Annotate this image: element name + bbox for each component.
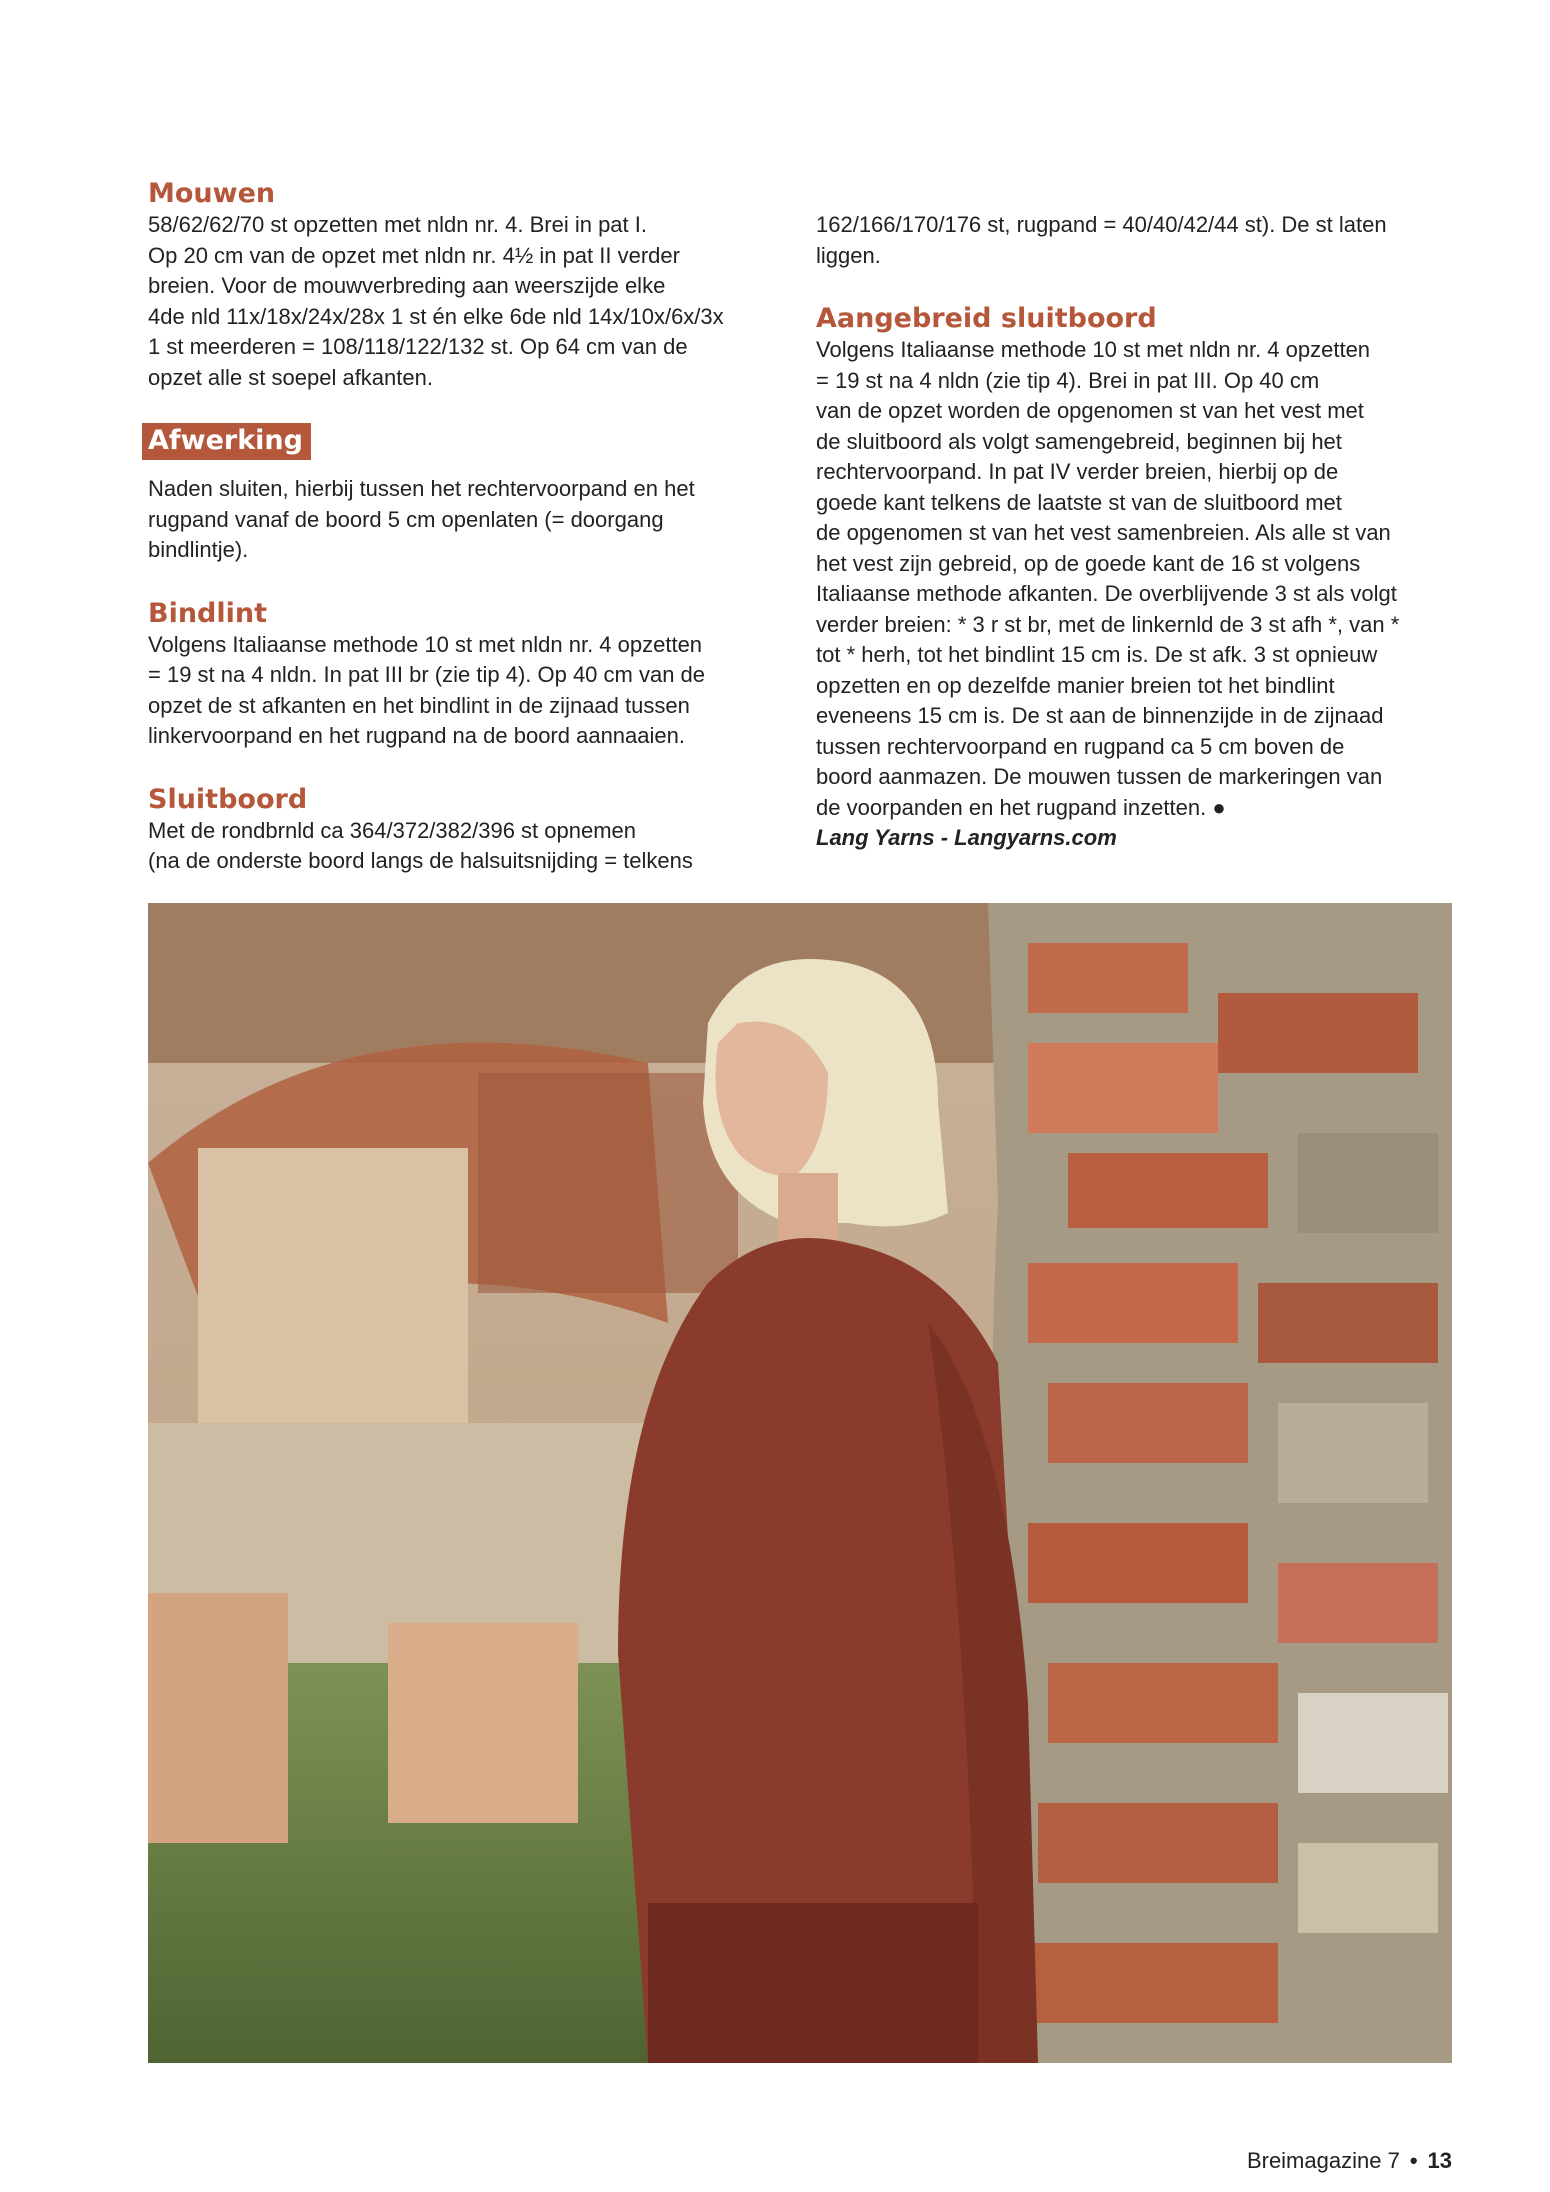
heading-bindlint: Bindlint (148, 597, 268, 629)
heading-afwerking (148, 423, 758, 460)
afwerking-text: Naden sluiten, hierbij tussen het rechtervoorpand en het rugpand vanaf de boord 5 cm openlaten (= doorgang bindlintje). (148, 476, 695, 562)
heading-aangebreid-sluitboord: Aangebreid sluitboord (816, 303, 1157, 334)
end-mark: ● (1212, 794, 1226, 820)
signature: Lang Yarns - Langyarns.com (816, 825, 1117, 850)
page-footer (1247, 2148, 1452, 2174)
left-column (148, 178, 758, 877)
sluitboord-continued-text: 162/166/170/176 st, rugpand = 40/40/42/44 st). De st laten liggen. (816, 212, 1387, 268)
heading-sluitboord: Sluitboord (148, 783, 308, 815)
heading-mouwen: Mouwen (148, 178, 276, 209)
bindlint-text: Volgens Italiaanse methode 10 st met nldn nr. 4 opzetten = 19 st na 4 nldn. In pat III br (zie tip 4). Op 40 cm van de opzet de st afkanten en het bindlint in de zijnaad tussen linkervoorpand en het rugpand na de boord aannaaien. (148, 631, 706, 748)
afwerking-label-box: Afwerking (142, 423, 311, 460)
aangebreid-text (816, 335, 1456, 823)
aangebreid-body: Volgens Italiaanse methode 10 st met nldn nr. 4 opzetten = 19 st na 4 nldn (zie tip 4). Brei in pat III. Op 40 cm van de opzet worden de opgenomen st van het vest met de sluitboord als volgt samengebreid, beginnen bij het rechtervoorpand. In pat IV verder breien, hierbij op de goede kant telkens de laatste st van de sluitboord met de opgenomen st van het vest samenbreien. Als alle st van het vest zijn gebreid, op de goede kant de 16 st volgens Italiaanse methode afkanten. De overblijvende 3 st als volgt verder breien: * 3 r st br, met de linkernld de 3 st afh *, van * tot * herh, tot het bindlint 15 cm is. De st afk. 3 st opnieuw opzetten en op dezelfde manier breien tot het bindlint eveneens 15 cm is. De st aan de binnenzijde in de zijnaad tussen rechtervoorpand en rugpand ca 5 cm boven de boord aanmazen. De mouwen tussen de markeringen van de voorpanden en het rugpand inzetten. (816, 337, 1400, 820)
right-column (816, 210, 1456, 854)
page-number: 13 (1427, 2148, 1452, 2173)
magazine-name: Breimagazine 7 (1246, 2148, 1400, 2173)
model-photo (148, 903, 1452, 2063)
sluitboord-text: Met de rondbrnld ca 364/372/382/396 st opnemen (na de onderste boord langs de halsuitsnijding = telkens (148, 817, 693, 873)
mouwen-text: 58/62/62/70 st opzetten met nldn nr. 4. Brei in pat I. Op 20 cm van de opzet met nldn nr. 4½ in pat II verder breien. Voor de mouwverbreding aan weerszijde elke 4de nld 11x/18x/24x/28x 1 st én elke 6de nld 14x/10x/6x/3x 1 st meerderen = 108/118/122/132 st. Op 64 cm van de opzet alle st soepel afkanten. (148, 212, 724, 390)
footer-separator: • (1409, 2148, 1418, 2173)
